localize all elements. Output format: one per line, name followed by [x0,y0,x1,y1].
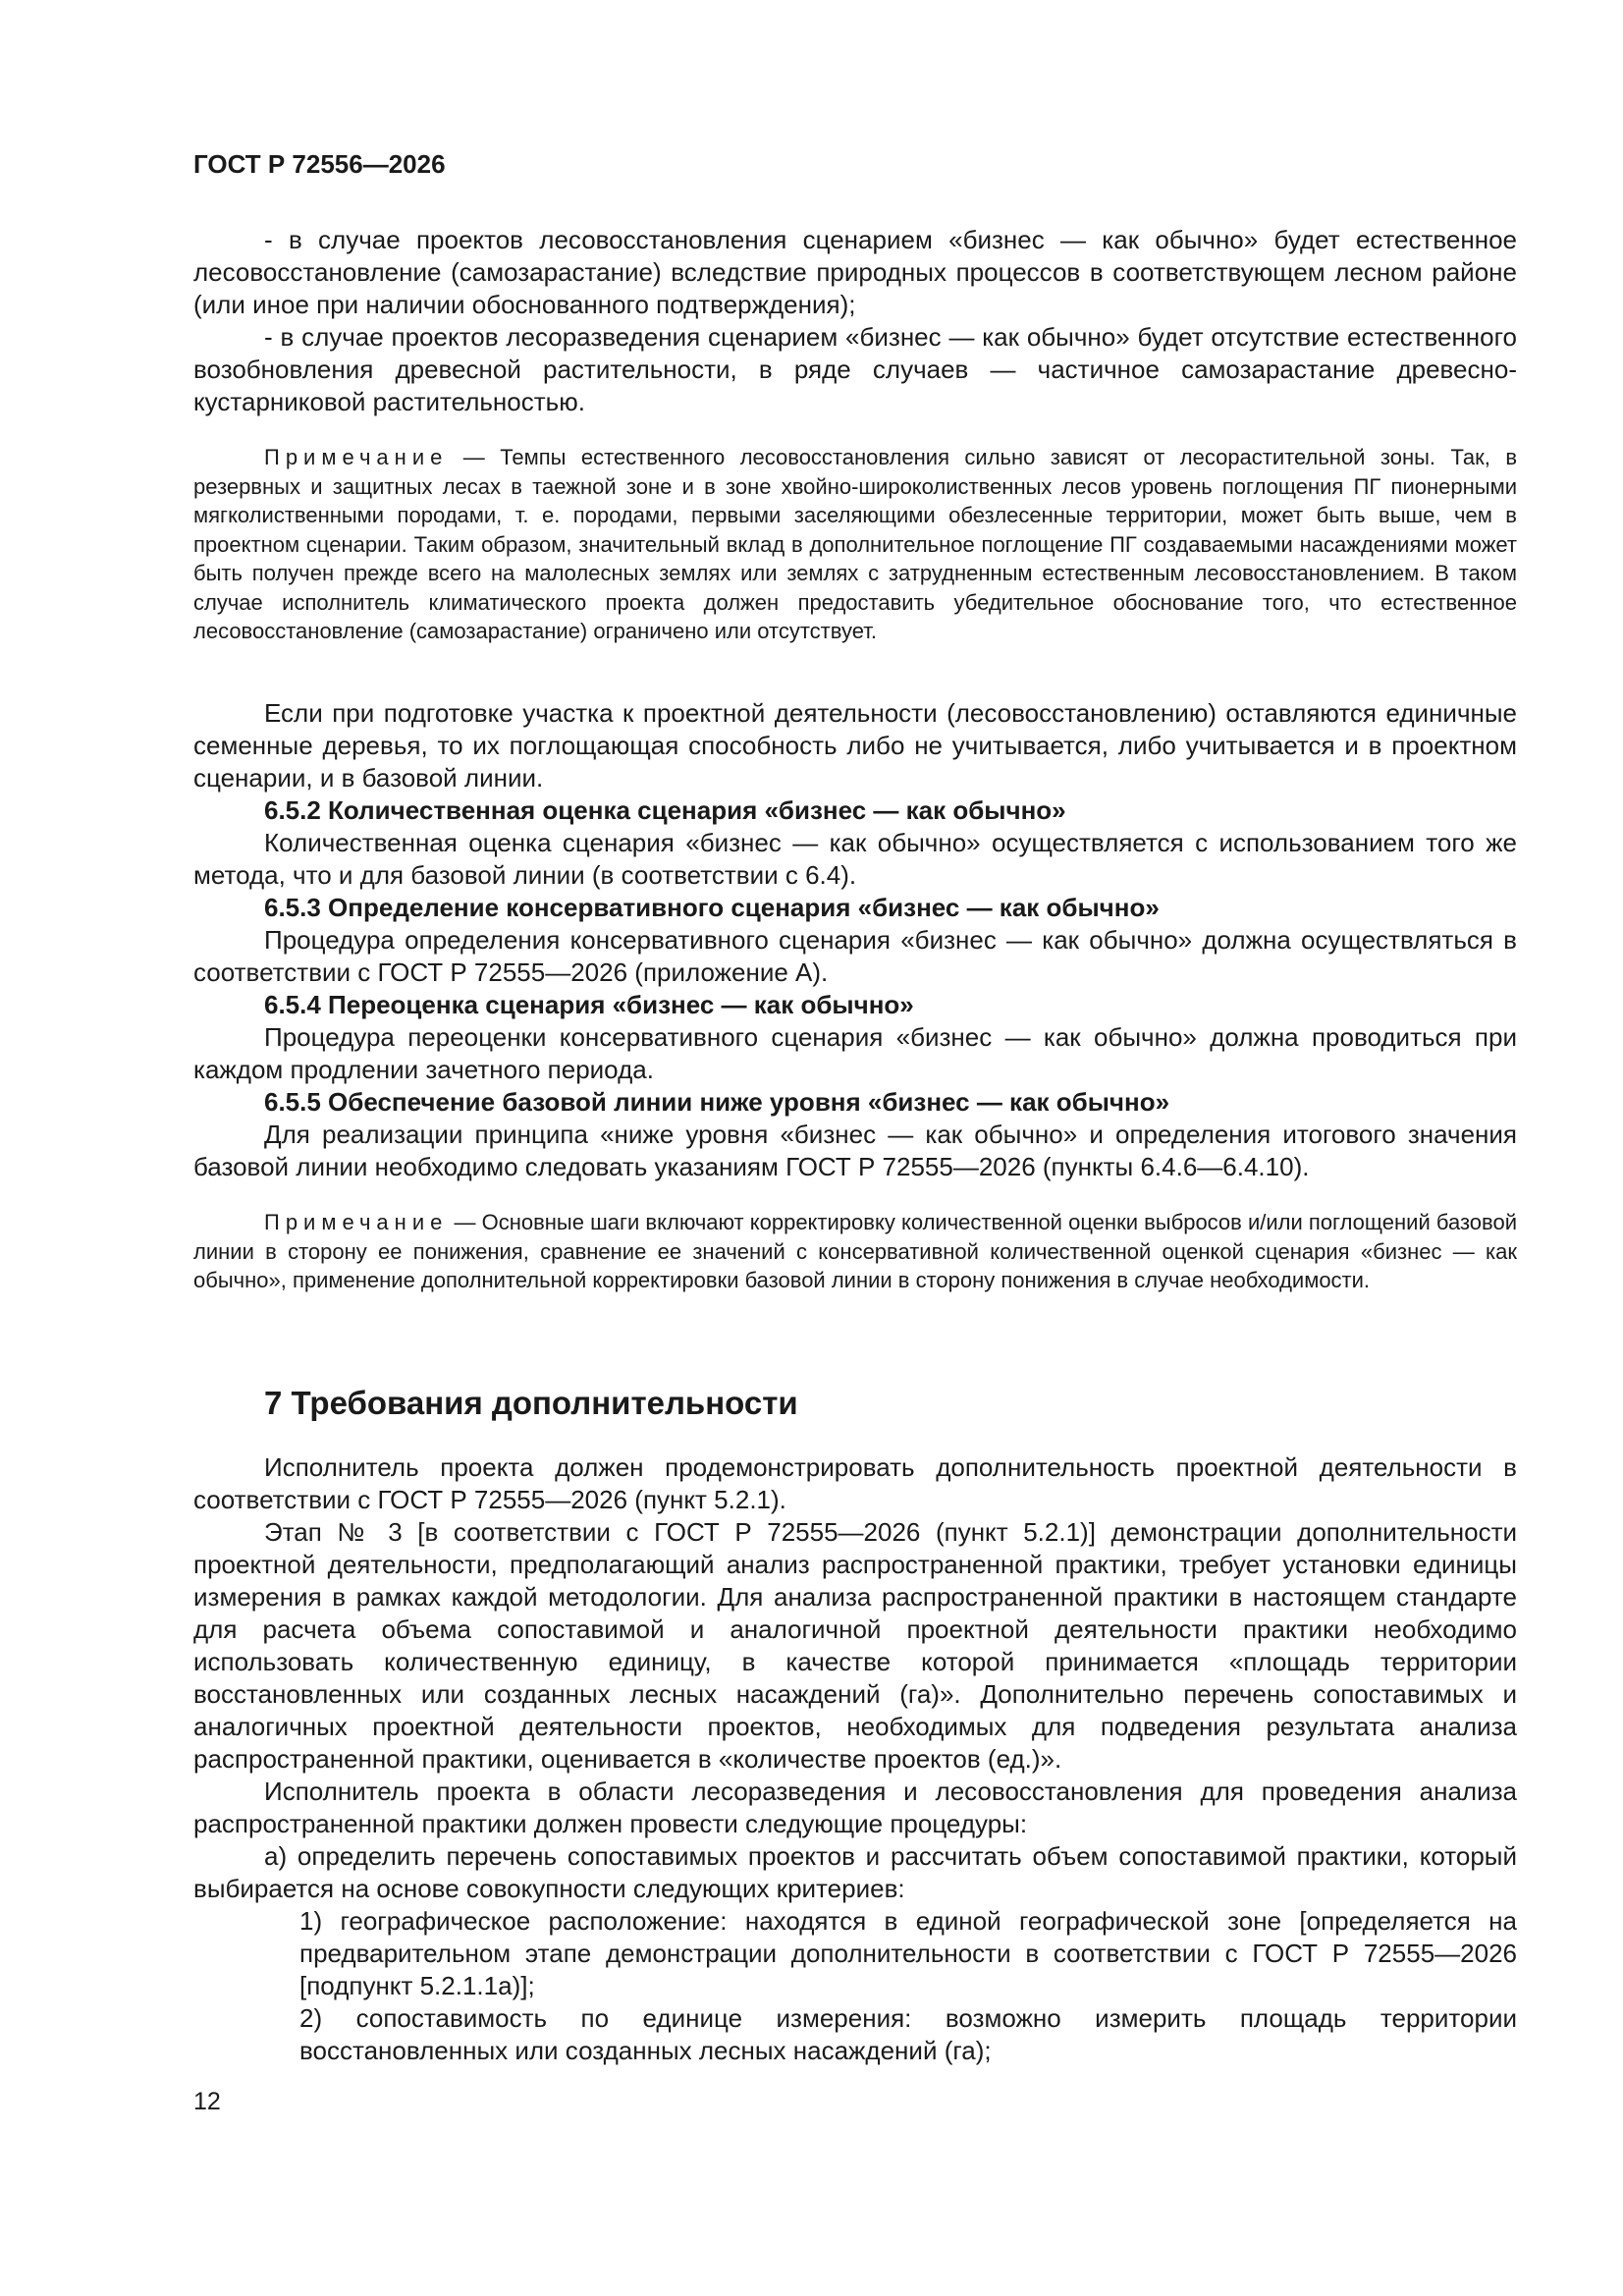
section-heading: 7 Требования дополнительности [264,1385,798,1421]
paragraph: Процедура переоценки консервативного сценария «бизнес — как обычно» должна проводиться при каждом продлении зачетного периода. [193,1022,1517,1084]
paragraph: Количественная оценка сценария «бизнес — как обычно» осуществляется с использованием того же метода, что и для базовой линии (в соответствии с 6.4). [193,828,1517,890]
section-7-body [193,1451,1517,2067]
note-2 [193,1208,1517,1295]
scenario-list [193,224,1517,418]
note-1 [193,443,1517,646]
note-text: — Основные шаги включают корректировку количественной оценки выбросов и/или поглощений базовой линии в сторону ее понижения, сравнение ее значений с консервативной количественной оценкой сценария «бизнес — как обычно», применение дополнительной корректировки базовой линии в сторону понижения в случае необходимости. [193,1210,1517,1292]
paragraph: Этап № 3 [в соответствии с ГОСТ Р 72555—2026 (пункт 5.2.1)] демонстрации дополнительности проектной деятельности, предполагающий анализ распространенной практики, требует установки единицы измерения в рамках каждой методологии. Для анализа распространенной практики в настоящем стандарте для расчета объема сопоставимой и аналогичной проектной деятельности практики необходимо использовать количественную единицу, в качестве которой принимается «площадь территории восстановленных или созданных лесных насаждений (га)». Дополнительно перечень сопоставимых и аналогичных проектной деятельности проектов, необходимых для подведения результата анализа распространенной практики, оценивается в «количестве проектов (ед.)». [193,1517,1517,1774]
note-text: — Темпы естественного лесовосстановления сильно зависят от лесорастительной зоны. Так, в резервных и защитных лесах в таежной зоне и в зоне хвойно-широколиственных лесов уровень поглощения ПГ пионерными мягколиственными породами, т. е. породами, первыми заселяющими обезлесенные территории, может быть выше, чем в проектном сценарии. Таким образом, значительный вклад в дополнительное поглощение ПГ создаваемыми насаждениями может быть получен прежде всего на малолесных землях или землях с затрудненным естественным лесовосстановлением. В таком случае исполнитель климатического проекта должен предоставить убедительное обоснование того, что естественное лесовосстановление (самозарастание) ограничено или отсутствует. [193,445,1517,643]
paragraph: Если при подготовке участка к проектной деятельности (лесовосстановлению) оставляются единичные семенные деревья, то их поглощающая способность либо не учитывается, либо учитывается и в проектном сценарии, и в базовой линии. [193,698,1517,793]
note-label: Примечание [264,445,449,469]
page-number: 12 [193,2088,221,2115]
paragraph: Для реализации принципа «ниже уровня «бизнес — как обычно» и определения итогового значения базовой линии необходимо следовать указаниям ГОСТ Р 72555—2026 (пункты 6.4.6—6.4.10). [193,1120,1517,1181]
note-paragraph [193,1208,1517,1295]
paragraph: Исполнитель проекта должен продемонстрировать дополнительность проектной деятельности в соответствии с ГОСТ Р 72555—2026 (пункт 5.2.1). [193,1452,1517,1514]
note-label: Примечание [264,1210,449,1234]
subsection-heading: 6.5.4 Переоценка сценария «бизнес — как обычно» [264,990,914,1019]
list-item: - в случае проектов лесовосстановления сценарием «бизнес — как обычно» будет естественное лесовосстановление (самозарастание) вследствие природных процессов в соответствующем лесном районе (или иное при наличии обоснованного подтверждения); [193,225,1517,319]
section-7-heading-wrap [193,1385,1517,1422]
sub-list-item: 1) географическое расположение: находятся в единой географической зоне [определяется на предварительном этапе демонстрации дополнительности в соответствии с ГОСТ Р 72555—2026 [подпункт 5.2.1.1а)]; [299,1906,1517,2000]
subsection-heading: 6.5.5 Обеспечение базовой линии ниже уровня «бизнес — как обычно» [264,1087,1170,1117]
note-paragraph [193,443,1517,646]
section-6-5 [193,697,1517,1183]
paragraph: Исполнитель проекта в области лесоразведения и лесовосстановления для проведения анализа распространенной практики должен провести следующие процедуры: [193,1777,1517,1838]
subsection-heading: 6.5.3 Определение консервативного сценария «бизнес — как обычно» [264,893,1160,922]
running-header: ГОСТ Р 72556—2026 [193,149,446,179]
list-item: - в случае проектов лесоразведения сценарием «бизнес — как обычно» будет отсутствие естественного возобновления древесной растительности, в ряде случаев — частичное самозарастание древесно-кустарниковой растительностью. [193,322,1517,416]
paragraph: Процедура определения консервативного сценария «бизнес — как обычно» должна осуществляться в соответствии с ГОСТ Р 72555—2026 (приложение А). [193,925,1517,987]
list-item: а) определить перечень сопоставимых проектов и рассчитать объем сопоставимой практики, который выбирается на основе совокупности следующих критериев: [193,1841,1517,1903]
sub-list-item: 2) сопоставимость по единице измерения: возможно измерить площадь территории восстановленных или созданных лесных насаждений (га); [299,2003,1517,2065]
subsection-heading: 6.5.2 Количественная оценка сценария «бизнес — как обычно» [264,795,1066,825]
